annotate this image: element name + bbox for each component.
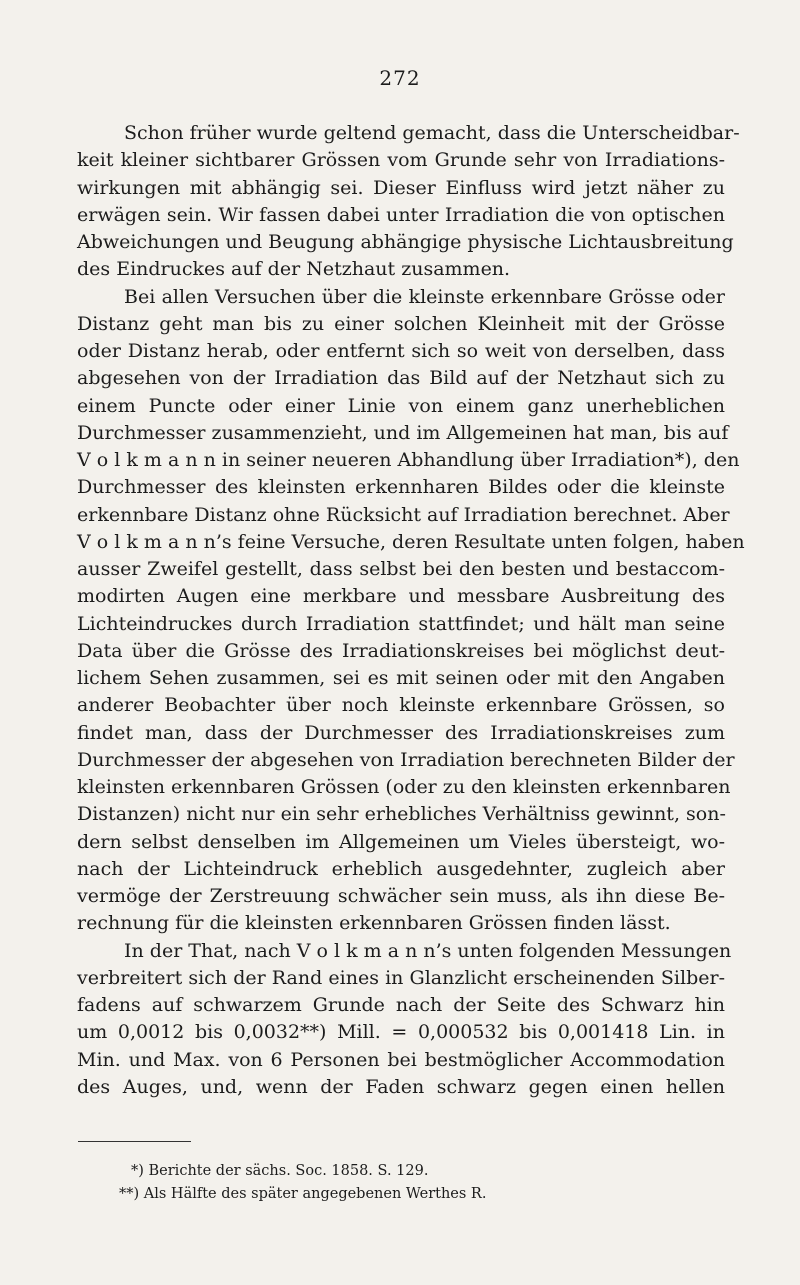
text-line: Durchmesser zusammenzieht, und im Allgemeinen hat man, bis auf — [77, 421, 729, 444]
text-line: Bei allen Versuchen über die kleinste erkennbare Grösse oder — [124, 285, 725, 308]
text-line: des Auges, und, wenn der Faden schwarz gegen einen hellen — [77, 1075, 725, 1098]
text-line: erwägen sein. Wir fassen dabei unter Irradiation die von optischen — [77, 203, 725, 226]
footnote-divider — [78, 1141, 191, 1142]
text-line: kleinsten erkennbaren Grössen (oder zu den kleinsten erkennbaren — [77, 776, 731, 798]
text-line: Durchmesser des kleinsten erkennharen Bildes oder die kleinste — [77, 476, 725, 499]
text-line: verbreitert sich der Rand eines in Glanzlicht erscheinenden Silber- — [77, 966, 725, 989]
footnote: *) Berichte der sächs. Soc. 1858. S. 129. — [131, 1163, 429, 1179]
footnote: **) Als Hälfte des später angegebenen Werthes R. — [119, 1186, 487, 1202]
text-line: abgesehen von der Irradiation das Bild auf der Netzhaut sich zu — [77, 367, 725, 390]
text-line: einem Puncte oder einer Linie von einem ganz unerheblichen — [77, 394, 725, 417]
text-line: anderer Beobachter über noch kleinste erkennbare Grössen, so — [77, 694, 725, 717]
text-line: nach der Lichteindruck erheblich ausgedehnter, zugleich aber — [77, 857, 725, 880]
text-line: lichem Sehen zusammen, sei es mit seinen oder mit den Angaben — [77, 667, 725, 689]
text-line: wirkungen mit abhängig sei. Dieser Einfluss wird jetzt näher zu — [77, 176, 725, 199]
text-line: V o l k m a n n’s feine Versuche, deren Resultate unten folgen, haben — [77, 530, 745, 553]
text-line: Abweichungen und Beugung abhängige physische Lichtausbreitung — [77, 231, 734, 253]
text-line: modirten Augen eine merkbare und messbare Ausbreitung des — [77, 585, 725, 608]
text-line: dern selbst denselben im Allgemeinen um Vieles übersteigt, wo- — [77, 830, 725, 853]
text-line: oder Distanz herab, oder entfernt sich so weit von derselben, dass — [77, 340, 725, 362]
text-line: des Eindruckes auf der Netzhaut zusammen. — [77, 258, 511, 281]
text-line: Distanzen) nicht nur ein sehr erhebliches Verhältniss gewinnt, son- — [77, 803, 726, 826]
text-line: V o l k m a n n in seiner neueren Abhandlung über Irradiation*), den — [77, 449, 740, 471]
text-line: findet man, dass der Durchmesser des Irradiationskreises zum — [77, 721, 725, 744]
text-line: rechnung für die kleinsten erkennbaren Grössen finden lässt. — [77, 912, 671, 935]
text-line: erkennbare Distanz ohne Rücksicht auf Irradiation berechnet. Aber — [77, 503, 730, 526]
text-line: um 0,0012 bis 0,0032**) Mill. = 0,000532 bis 0,001418 Lin. in — [77, 1021, 725, 1044]
footnotes — [0, 1160, 800, 1206]
text-line: ausser Zweifel gestellt, dass selbst bei den besten und bestaccom- — [77, 558, 725, 580]
body-text — [77, 120, 745, 1101]
page-number: 272 — [379, 66, 421, 90]
text-line: Distanz geht man bis zu einer solchen Kleinheit mit der Grösse — [77, 312, 725, 335]
text-line: Durchmesser der abgesehen von Irradiation berechneten Bilder der — [77, 748, 735, 771]
text-line: fadens auf schwarzem Grunde nach der Seite des Schwarz hin — [77, 994, 725, 1016]
text-line: Min. und Max. von 6 Personen bei bestmöglicher Accommodation — [77, 1048, 725, 1071]
text-line: vermöge der Zerstreuung schwächer sein muss, als ihn diese Be- — [77, 885, 725, 907]
text-line: Schon früher wurde geltend gemacht, dass die Unterscheidbar- — [124, 122, 740, 144]
text-line: In der That, nach V o l k m a n n’s unten folgenden Messungen — [124, 939, 732, 962]
text-line: Lichteindruckes durch Irradiation stattfindet; und hält man seine — [77, 612, 725, 635]
text-line: keit kleiner sichtbarer Grössen vom Grunde sehr von Irradiations- — [77, 149, 725, 172]
text-line: Data über die Grösse des Irradiationskreises bei möglichst deut- — [77, 639, 725, 662]
